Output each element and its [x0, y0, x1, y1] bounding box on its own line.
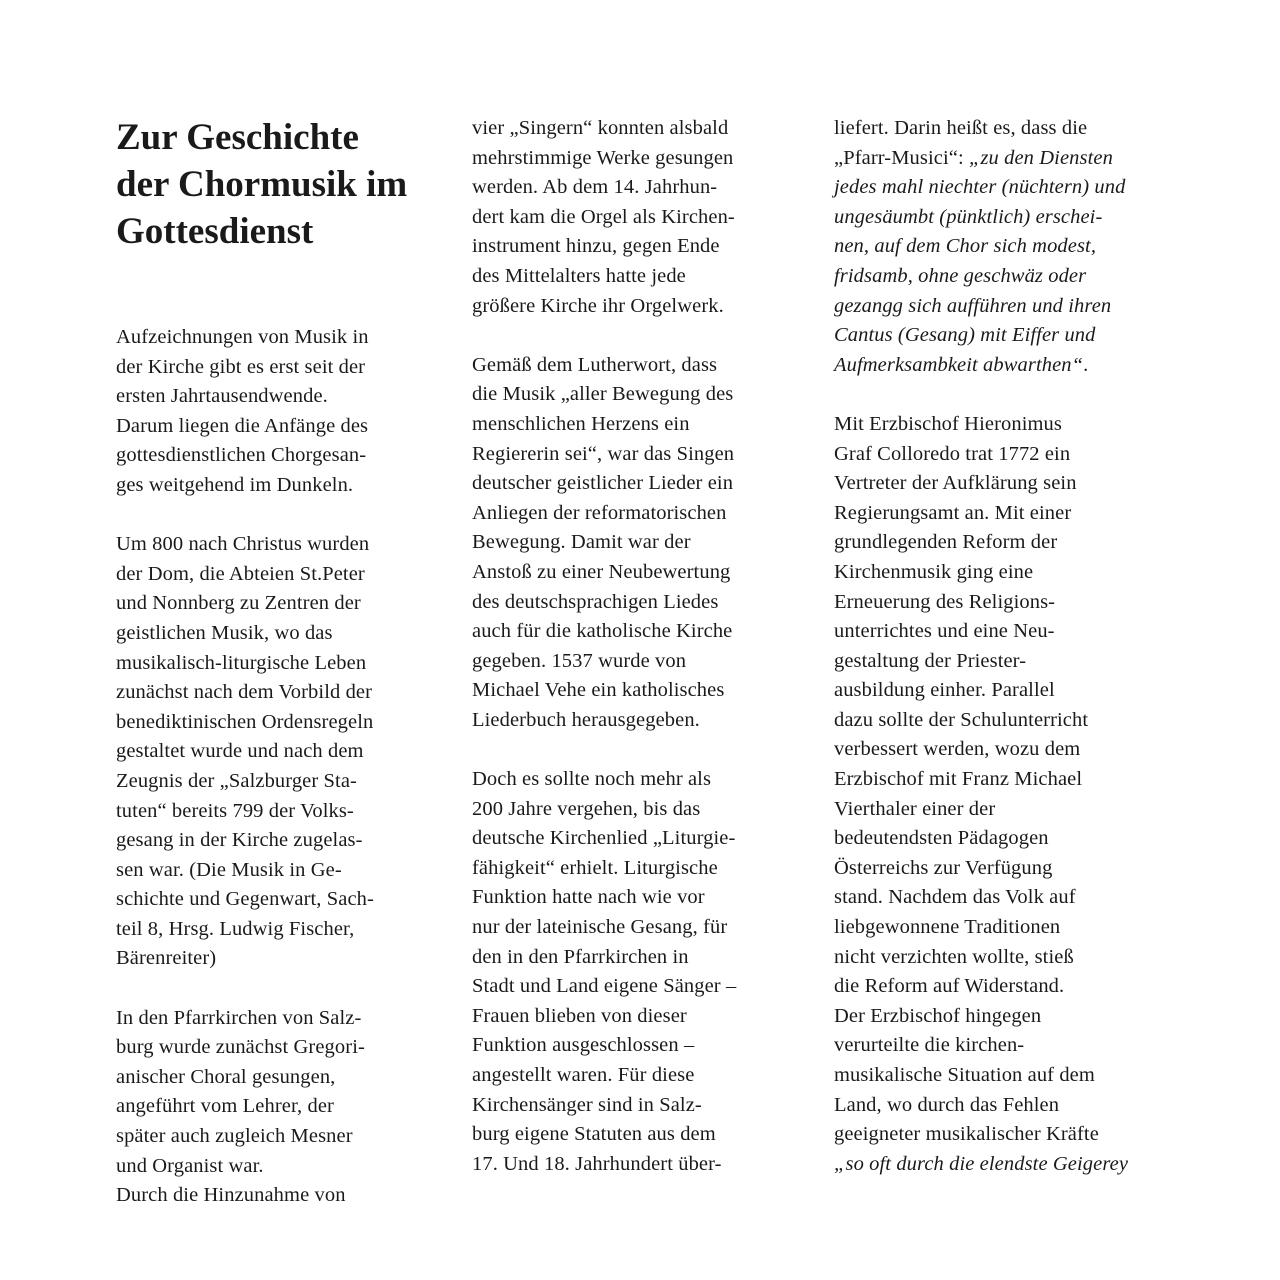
text-line [116, 1033, 446, 1063]
text-line [834, 943, 1174, 973]
text-line [472, 647, 812, 677]
body-text: bedeutendsten Pädagogen [834, 827, 1049, 850]
title-line: der Chormusik im [116, 164, 408, 205]
text-line [472, 262, 812, 292]
title-line: Zur Geschichte [116, 117, 359, 158]
body-text: verurteilte die kirchen- [834, 1034, 1025, 1057]
body-text: Aufzeichnungen von Musik in [116, 326, 369, 348]
title-line: Gottesdienst [116, 211, 314, 252]
column-body [834, 114, 1174, 1179]
body-text: ersten Jahrtausendwende. [116, 385, 328, 408]
text-line [472, 410, 812, 440]
text-line [472, 440, 812, 470]
body-text: Vierthaler einer der [834, 797, 996, 820]
text-line [116, 471, 446, 501]
quote-text: „zu den Diensten [968, 146, 1113, 169]
paragraph [116, 1004, 446, 1211]
text-line [116, 885, 446, 915]
text-line [472, 1091, 812, 1121]
body-text: dert kam die Orgel als Kirchen- [472, 205, 735, 228]
body-text: Zeugnis der „Salzburger Sta- [116, 769, 357, 792]
text-line [834, 1031, 1174, 1061]
text-line [834, 795, 1174, 825]
body-text: und Organist war. [116, 1154, 264, 1177]
body-text: 200 Jahre vergehen, bis das [472, 797, 701, 820]
body-text: „Pfarr-Musici“: [834, 146, 969, 169]
body-text: gestaltet wurde und nach dem [116, 740, 364, 763]
text-line [116, 560, 446, 590]
quote-text: jedes mahl niechter (nüchtern) und [834, 176, 1126, 199]
text-line [116, 353, 446, 383]
text-line [472, 351, 812, 381]
body-text: grundlegenden Reform der [834, 531, 1058, 554]
body-text: sen war. (Die Musik in Ge- [116, 858, 342, 881]
paragraph-gap [116, 974, 446, 1004]
body-text: geeigneter musikalischer Kräfte [834, 1123, 1099, 1146]
body-text: 17. Und 18. Jahrhundert über- [472, 1152, 722, 1175]
body-text: auch für die katholische Kirche [472, 620, 733, 643]
body-text: gottesdienstlichen Chorgesan- [116, 444, 367, 467]
body-text: ges weitgehend im Dunkeln. [116, 473, 354, 496]
body-text: mehrstimmige Werke gesungen [472, 146, 734, 169]
text-line [834, 1091, 1174, 1121]
quote-text: „so oft durch die elendste Geigerey [834, 1152, 1129, 1175]
body-text: fähigkeit“ erhielt. Liturgische [472, 856, 718, 879]
text-line [472, 972, 812, 1002]
text-line [472, 824, 812, 854]
body-text: Frauen blieben von dieser [472, 1004, 687, 1027]
text-line [116, 708, 446, 738]
text-line [116, 678, 446, 708]
body-text: angestellt waren. Für diese [472, 1064, 695, 1086]
text-line [116, 441, 446, 471]
text-line [834, 676, 1174, 706]
text-line [116, 1092, 446, 1122]
text-line [472, 1002, 812, 1032]
text-line [116, 619, 446, 649]
text-line [472, 795, 812, 825]
body-text: größere Kirche ihr Orgelwerk. [472, 294, 724, 317]
body-text: den in den Pfarrkirchen in [472, 945, 689, 968]
body-text: tuten“ bereits 799 der Volks- [116, 799, 354, 822]
text-line [834, 499, 1174, 529]
text-line [834, 765, 1174, 795]
text-line [834, 647, 1174, 677]
text-line [116, 530, 446, 560]
body-text: Österreichs zur Verfügung [834, 856, 1053, 879]
body-text: vier „Singern“ konnten alsbald [472, 117, 729, 139]
body-text: Land, wo durch das Fehlen [834, 1093, 1060, 1116]
paragraph [472, 765, 812, 1179]
paragraph [116, 323, 446, 501]
text-line [834, 114, 1174, 144]
body-text: dazu sollte der Schulunterricht [834, 708, 1089, 731]
body-text: angeführt vom Lehrer, der [116, 1095, 334, 1118]
body-text: Erneuerung des Religions- [834, 590, 1056, 613]
body-text: Darum liegen die Anfänge des [116, 414, 369, 437]
text-line [834, 824, 1174, 854]
text-line [472, 1031, 812, 1061]
text-line [116, 797, 446, 827]
text-line [116, 915, 446, 945]
body-text: nicht verzichten wollte, stieß [834, 945, 1074, 968]
body-text: In den Pfarrkirchen von Salz- [116, 1006, 362, 1029]
text-line [834, 588, 1174, 618]
text-line [116, 323, 446, 353]
text-line [834, 854, 1174, 884]
text-line [116, 382, 446, 412]
text-line [834, 558, 1174, 588]
body-text: und Nonnberg zu Zentren der [116, 592, 361, 615]
text-line [116, 826, 446, 856]
text-line [472, 676, 812, 706]
body-text: ausbildung einher. Parallel [834, 679, 1055, 702]
body-text: Um 800 nach Christus wurden [116, 533, 370, 556]
body-text: Funktion hatte nach wie vor [472, 886, 705, 909]
text-line [834, 1120, 1174, 1150]
body-text: liebgewonnene Traditionen [834, 916, 1061, 939]
body-text: Kirchensänger sind in Salz- [472, 1093, 702, 1116]
body-text: benediktinischen Ordensregeln [116, 710, 374, 733]
paragraph [472, 351, 812, 736]
body-text: Kirchenmusik ging eine [834, 560, 1034, 583]
text-line [834, 1061, 1174, 1091]
text-line [834, 469, 1174, 499]
text-line [472, 765, 812, 795]
text-line [834, 144, 1174, 174]
body-text: Durch die Hinzunahme von [116, 1184, 346, 1207]
body-text: Graf Colloredo trat 1772 ein [834, 442, 1071, 465]
body-text: Bewegung. Damit war der [472, 531, 691, 554]
text-line [472, 144, 812, 174]
text-line [834, 528, 1174, 558]
body-text: Doch es sollte noch mehr als [472, 768, 712, 791]
text-line [834, 706, 1174, 736]
quote-text: gezangg sich aufführen und ihren [834, 294, 1112, 317]
text-line [834, 883, 1174, 913]
paragraph [472, 114, 812, 321]
article-title [116, 114, 446, 255]
text-line [472, 292, 812, 322]
body-text: menschlichen Herzens ein [472, 412, 690, 435]
body-text: zunächst nach dem Vorbild der [116, 681, 373, 704]
text-line [472, 1150, 812, 1180]
column-2 [472, 114, 812, 1179]
body-text: Liederbuch herausgegeben. [472, 708, 700, 731]
body-text: des Mittelalters hatte jede [472, 264, 686, 287]
text-line [116, 1152, 446, 1182]
body-text: stand. Nachdem das Volk auf [834, 886, 1076, 909]
body-text: Mit Erzbischof Hieronimus [834, 412, 1062, 435]
quote-text: Aufmerksambkeit abwarthen“ [834, 353, 1084, 376]
body-text: deutsche Kirchenlied „Liturgie- [472, 827, 736, 850]
body-text: burg eigene Statuten aus dem [472, 1123, 716, 1146]
body-text: der Dom, die Abteien St.Peter [116, 562, 365, 585]
body-text: deutscher geistlicher Lieder ein [472, 472, 734, 495]
text-line [472, 380, 812, 410]
body-text: nur der lateinische Gesang, für [472, 916, 728, 939]
paragraph [834, 114, 1174, 380]
text-line [834, 410, 1174, 440]
text-line [834, 292, 1174, 322]
body-text: Der Erzbischof hingegen [834, 1004, 1042, 1027]
body-text: . [1083, 353, 1089, 376]
column-1 [116, 114, 446, 1211]
text-line [472, 114, 812, 144]
text-line [472, 1061, 812, 1091]
text-line [116, 1181, 446, 1211]
text-line [834, 262, 1174, 292]
text-line [834, 617, 1174, 647]
paragraph [834, 410, 1174, 1179]
text-line [472, 232, 812, 262]
body-text: werden. Ab dem 14. Jahrhun- [472, 176, 718, 199]
text-line [834, 232, 1174, 262]
body-text: die Musik „aller Bewegung des [472, 383, 734, 406]
text-line [834, 203, 1174, 233]
text-line [472, 203, 812, 233]
body-text: gegeben. 1537 wurde von [472, 649, 687, 672]
text-line [116, 412, 446, 442]
body-text: des deutschsprachigen Liedes [472, 590, 719, 613]
body-text: Gemäß dem Lutherwort, dass [472, 353, 718, 376]
text-line [472, 706, 812, 736]
body-text: verbessert werden, wozu dem [834, 738, 1081, 761]
text-line [834, 321, 1174, 351]
text-line [472, 854, 812, 884]
body-text: Anstoß zu einer Neubewertung [472, 560, 731, 583]
text-line [116, 944, 446, 974]
text-line [472, 173, 812, 203]
body-text: burg wurde zunächst Gregori- [116, 1036, 365, 1059]
text-line [116, 649, 446, 679]
text-line [116, 1063, 446, 1093]
body-text: gesang in der Kirche zugelas- [116, 829, 363, 852]
text-line [472, 528, 812, 558]
text-line [116, 767, 446, 797]
text-line [834, 173, 1174, 203]
paragraph-gap [472, 735, 812, 765]
body-text: die Reform auf Widerstand. [834, 975, 1065, 998]
text-line [834, 1150, 1174, 1180]
text-line [472, 469, 812, 499]
text-line [116, 737, 446, 767]
text-line [116, 589, 446, 619]
quote-text: Cantus (Gesang) mit Eiffer und [834, 324, 1096, 347]
body-text: schichte und Gegenwart, Sach- [116, 888, 374, 911]
body-text: musikalische Situation auf dem [834, 1064, 1095, 1086]
text-line [116, 1004, 446, 1034]
quote-text: nen, auf dem Chor sich modest, [834, 235, 1097, 258]
text-line [472, 883, 812, 913]
body-text: instrument hinzu, gegen Ende [472, 235, 720, 258]
paragraph-gap [472, 321, 812, 351]
text-line [472, 1120, 812, 1150]
body-text: Funktion ausgeschlossen – [472, 1034, 695, 1057]
body-text: geistlichen Musik, wo das [116, 621, 333, 644]
quote-text: ungesäumbt (pünktlich) erschei- [834, 205, 1103, 228]
body-text: Vertreter der Aufklärung sein [834, 472, 1077, 495]
paragraph-gap [834, 380, 1174, 410]
body-text: unterrichtes und eine Neu- [834, 620, 1055, 643]
text-line [834, 735, 1174, 765]
column-body [116, 323, 446, 1211]
text-line [472, 558, 812, 588]
body-text: liefert. Darin heißt es, dass die [834, 117, 1088, 139]
text-line [834, 351, 1174, 381]
column-3 [834, 114, 1174, 1179]
paragraph [116, 530, 446, 974]
text-line [834, 913, 1174, 943]
text-line [116, 1122, 446, 1152]
text-line [472, 943, 812, 973]
body-text: Michael Vehe ein katholisches [472, 679, 725, 702]
paragraph-gap [116, 501, 446, 531]
body-text: anischer Choral gesungen, [116, 1065, 336, 1088]
body-text: Stadt und Land eigene Sänger – [472, 975, 737, 998]
text-line [834, 440, 1174, 470]
body-text: gestaltung der Priester- [834, 649, 1027, 672]
body-text: Anliegen der reformatorischen [472, 501, 727, 524]
column-body [472, 114, 812, 1179]
body-text: Regierungsamt an. Mit einer [834, 501, 1072, 524]
text-line [472, 588, 812, 618]
text-line [472, 913, 812, 943]
text-line [472, 499, 812, 529]
body-text: musikalisch-liturgische Leben [116, 651, 367, 674]
text-line [834, 972, 1174, 1002]
text-line [834, 1002, 1174, 1032]
body-text: der Kirche gibt es erst seit der [116, 355, 366, 378]
quote-text: fridsamb, ohne geschwäz oder [834, 264, 1087, 287]
body-text: teil 8, Hrsg. Ludwig Fischer, [116, 917, 355, 940]
body-text: Regiererin sei“, war das Singen [472, 442, 735, 465]
text-line [472, 617, 812, 647]
body-text: Erzbischof mit Franz Michael [834, 768, 1083, 791]
text-line [116, 856, 446, 886]
body-text: später auch zugleich Mesner [116, 1125, 353, 1148]
body-text: Bärenreiter) [116, 947, 217, 970]
